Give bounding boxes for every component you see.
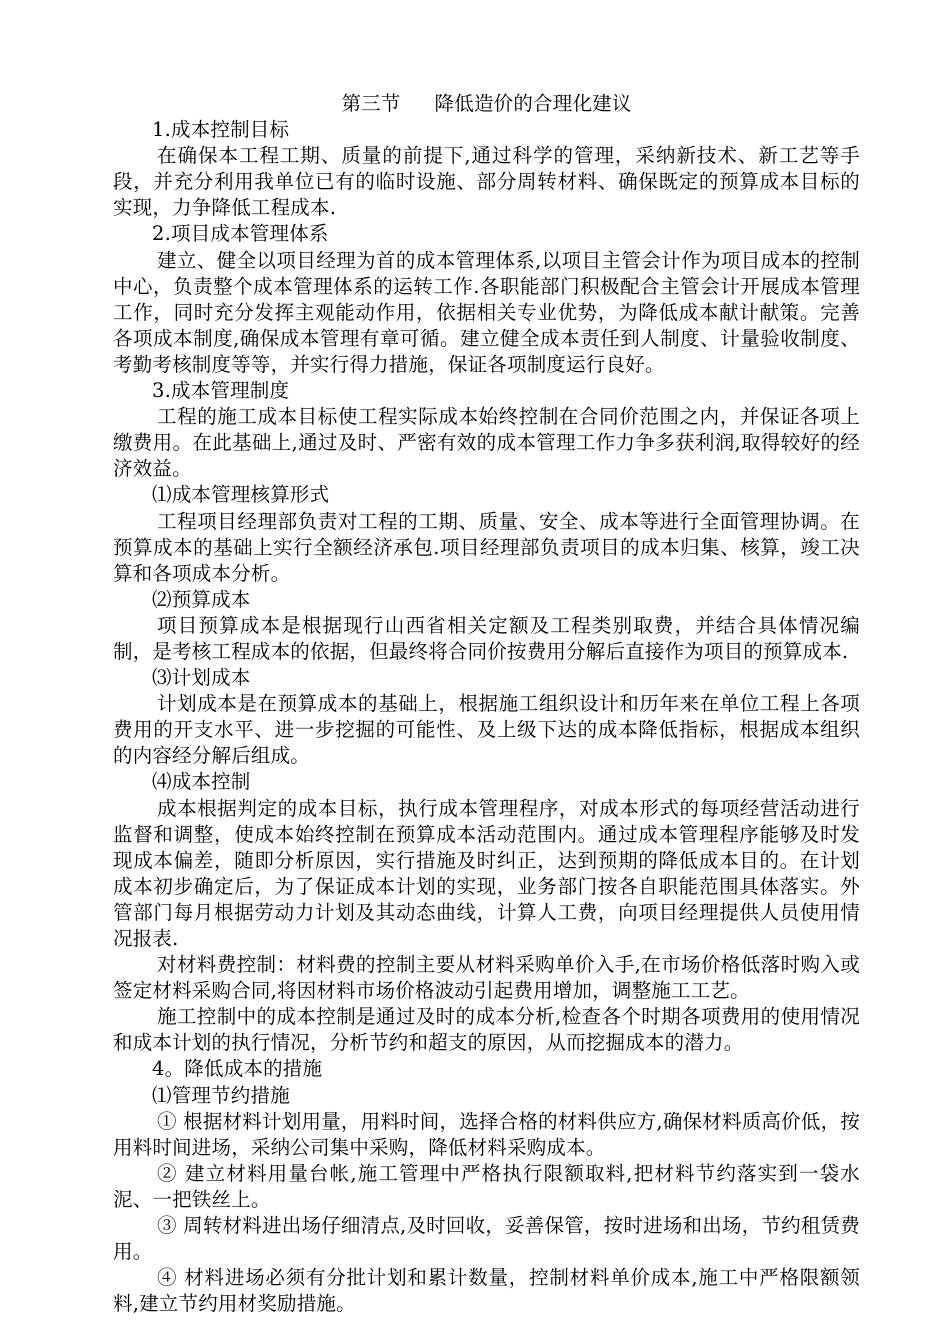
- list-item-2: ② 建立材料用量台帐,施工管理中严格执行限额取料,把材料节约落实到一袋水泥、一把铁丝上。: [113, 1161, 860, 1211]
- heading-cost-system: 2.项目成本管理体系: [152, 222, 329, 246]
- document-page: [113, 91, 860, 1317]
- paragraph-construction-control: 施工控制中的成本控制是通过及时的成本分析,检查各个时期各项费用的使用情况和成本计划的执行情况，分析节约和超支的原因，从而挖掘成本的潜力。: [113, 1005, 860, 1055]
- subheading-cost-control: ⑷成本控制: [152, 770, 251, 794]
- subheading-planned-cost: ⑶计划成本: [152, 666, 251, 690]
- paragraph-cost-rules: 工程的施工成本目标使工程实际成本始终控制在合同价范围之内，并保证各项上缴费用。在此基础上,通过及时、严密有效的成本管理工作力争多获利润,取得较好的经济效益。: [113, 405, 860, 481]
- heading-cost-target: 1.成本控制目标: [152, 118, 290, 142]
- heading-reduction-measures: 4。降低成本的措施: [152, 1057, 323, 1081]
- section-title: [113, 91, 860, 117]
- section-number: 第三节: [341, 92, 401, 115]
- subheading-budget-cost: ⑵预算成本: [152, 587, 251, 611]
- paragraph-accounting-form: 工程项目经理部负责对工程的工期、质量、安全、成本等进行全面管理协调。在预算成本的基础上实行全额经济承包.项目经理部负责项目的成本归集、核算，竣工决算和各项成本分析。: [113, 509, 860, 585]
- section-heading: 降低造价的合理化建议: [434, 92, 632, 115]
- subheading-accounting-form: ⑴成本管理核算形式: [152, 483, 330, 507]
- list-item-4: ④ 材料进场必须有分批计划和累计数量，控制材料单价成本,施工中严格限额领料,建立节约用材奖励措施。: [113, 1266, 860, 1316]
- paragraph-cost-control: 成本根据判定的成本目标，执行成本管理程序，对成本形式的每项经营活动进行监督和调整，使成本始终控制在预算成本活动范围内。通过成本管理程序能够及时发现成本偏差，随即分析原因，实行措施及时纠正，达到预期的降低成本目的。在计划成本初步确定后，为了保证成本计划的实现，业务部门按各自职能范围具体落实。外管部门每月根据劳动力计划及其动态曲线，计算人工费，向项目经理提供人员使用情况报表.: [113, 796, 860, 950]
- paragraph-planned-cost: 计划成本是在预算成本的基础上，根据施工组织设计和历年来在单位工程上各项费用的开支水平、进一步挖掘的可能性、及上级下达的成本降低指标，根据成本组织的内容经分解后组成。: [113, 692, 860, 768]
- paragraph-cost-system: 建立、健全以项目经理为首的成本管理体系,以项目主管会计作为项目成本的控制中心，负责整个成本管理体系的运转工作.各职能部门积极配合主管会计开展成本管理工作，同时充分发挥主观能动作用，依据相关专业优势，为降低成本献计献策。完善各项成本制度,确保成本管理有章可循。建立健全成本责任到人制度、计量验收制度、考勤考核制度等等，并实行得力措施，保证各项制度运行良好。: [113, 248, 860, 376]
- list-item-1: ① 根据材料计划用量，用料时间，选择合格的材料供应方,确保材料质高价低，按用料时间进场，采纳公司集中采购，降低材料采购成本。: [113, 1109, 860, 1159]
- heading-cost-rules: 3.成本管理制度: [152, 379, 290, 403]
- list-item-3: ③ 周转材料进出场仔细清点,及时回收，妥善保管，按时进场和出场，节约租赁费用。: [113, 1214, 860, 1264]
- paragraph-material-cost: 对材料费控制：材料费的控制主要从材料采购单价入手,在市场价格低落时购入或签定材料采购合同,将因材料市场价格波动引起费用增加，调整施工工艺。: [113, 953, 860, 1003]
- paragraph-cost-target: 在确保本工程工期、质量的前提下,通过科学的管理，采纳新技术、新工艺等手段，并充分利用我单位已有的临时设施、部分周转材料、确保既定的预算成本目标的实现，力争降低工程成本.: [113, 144, 860, 220]
- paragraph-budget-cost: 项目预算成本是根据现行山西省相关定额及工程类别取费，并结合具体情况编制，是考核工程成本的依据，但最终将合同价按费用分解后直接作为项目的预算成本.: [113, 613, 860, 663]
- subheading-management-saving: ⑴管理节约措施: [152, 1083, 290, 1107]
